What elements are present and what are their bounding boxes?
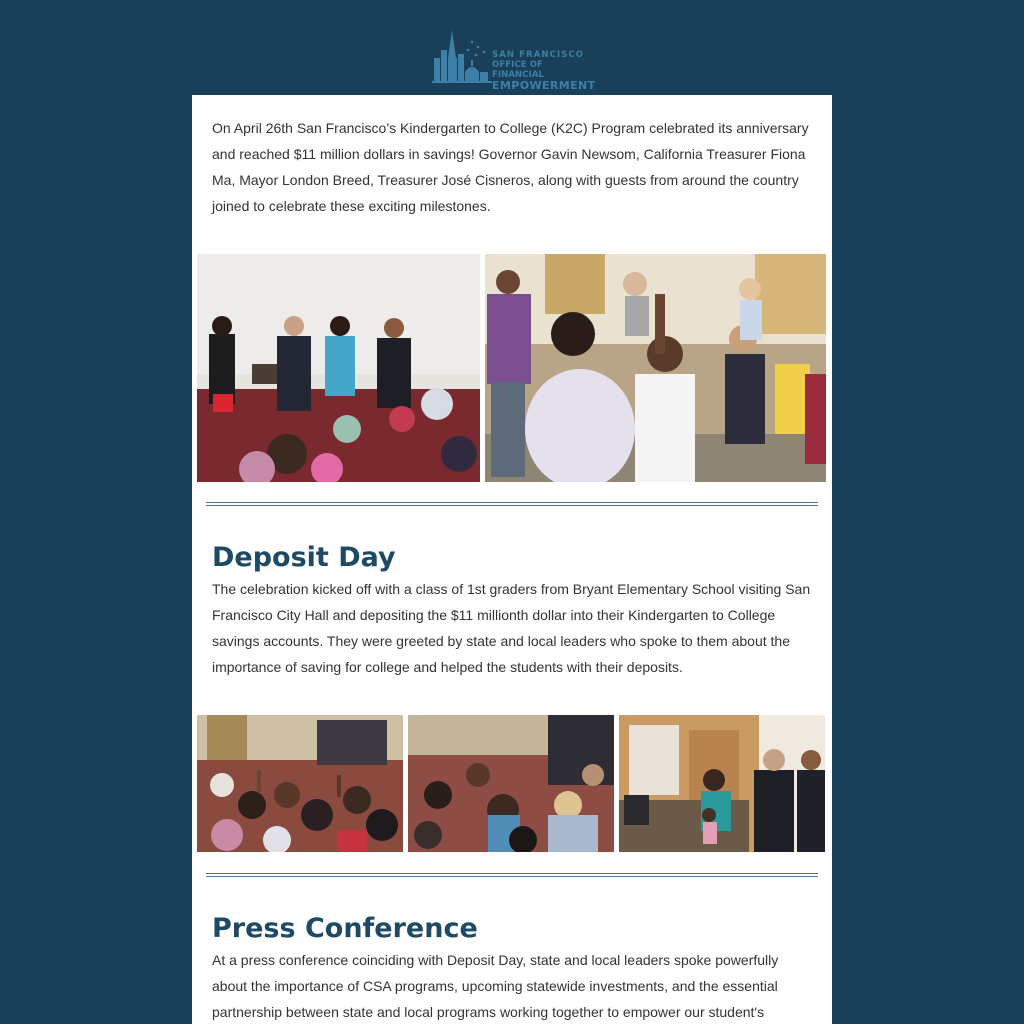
students-seated-audience-photo [408, 715, 614, 852]
logo-line-3: EMPOWERMENT [492, 79, 596, 92]
city-skyline-icon [432, 28, 492, 84]
logo-line-2: OFFICE OF FINANCIAL [492, 60, 545, 80]
officials-seated-with-students-photo [197, 254, 480, 482]
student-making-deposit-photo [619, 715, 825, 852]
students-high-five-photo [485, 254, 826, 482]
section-divider [206, 873, 818, 877]
section-divider [206, 502, 818, 506]
email-header [0, 0, 1024, 95]
press-conference-paragraph: At a press conference coinciding with Deposit Day, state and local leaders spoke powerfully about the importance of CSA programs, upcoming statewide investments, and the essential partnership between state and local programs working together to empower our student's [212, 952, 779, 1020]
sf-ofe-logo[interactable] [432, 28, 596, 92]
deposit-day-paragraph: The celebration kicked off with a class of 1st graders from Bryant Elementary School visiting San Francisco City Hall and depositing the $11 millionth dollar into their Kindergarten to College savings accounts. They were greeted by state and local leaders who spoke to them about the importance of saving for college and helped the students with their deposits. [212, 581, 811, 675]
newsletter-card [192, 95, 832, 1024]
logo-line-1: SAN FRANCISCO [492, 50, 585, 60]
deposit-day-heading: Deposit Day [212, 542, 396, 573]
intro-paragraph: On April 26th San Francisco’s Kindergarten to College (K2C) Program celebrated its anniversary and reached $11 million dollars in savings! Governor Gavin Newsom, California Treasurer Fiona Ma, Mayor London Breed, Treasurer José Cisneros, along with guests from around the country joined to celebrate these exciting milestones. [212, 120, 809, 214]
press-conference-heading: Press Conference [212, 913, 478, 944]
logo-wordmark [492, 50, 596, 92]
students-raising-hands-photo [197, 715, 403, 852]
